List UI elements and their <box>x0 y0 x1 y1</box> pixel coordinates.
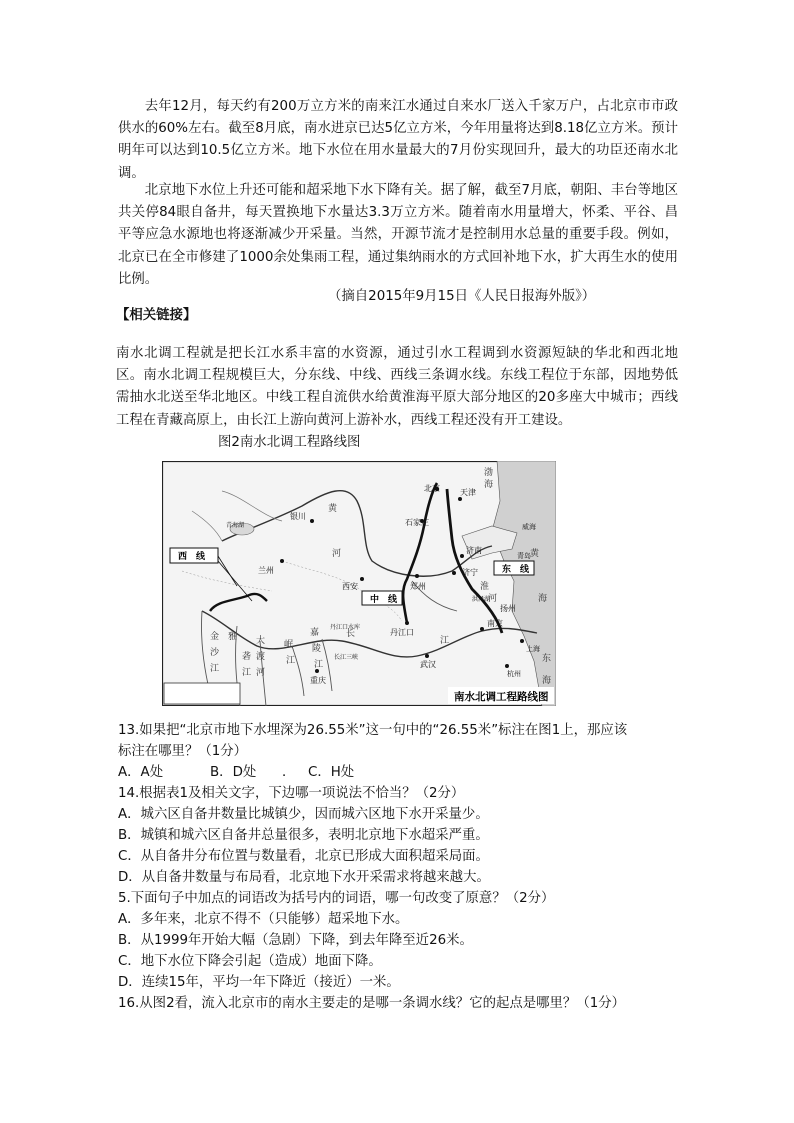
article-source: （摘自2015年9月15日《人民日报海外版》） <box>328 289 596 304</box>
west-line-label: 西 线 <box>178 552 206 562</box>
place-three-gorges: 长江三峡 <box>334 654 359 661</box>
place-hongze-lake: 洪泽湖 <box>472 596 491 603</box>
place-chongqing: 重庆 <box>310 676 326 685</box>
place-lanzhou: 兰州 <box>258 566 274 575</box>
east-line-label: 东 线 <box>502 565 530 575</box>
place-jining: 济宁 <box>462 568 478 577</box>
river-char: 江 <box>440 636 450 646</box>
place-qinghai-lake: 青海湖 <box>226 522 245 529</box>
option-b: B．D处 <box>210 765 257 780</box>
river-char: 金 <box>210 632 220 642</box>
place-hangzhou: 杭州 <box>507 670 521 678</box>
river-char: 江 <box>210 664 220 674</box>
river-char: 河 <box>488 594 498 604</box>
place-qingdao: 青岛 <box>517 552 531 560</box>
option-c: C．H处 <box>308 765 355 780</box>
place-tianjin: 天津 <box>460 488 476 497</box>
place-xian: 西安 <box>342 582 358 591</box>
river-char: 砻 <box>242 652 252 662</box>
river-char: 淮 <box>480 582 490 592</box>
river-char: 河 <box>256 668 266 678</box>
place-beijing: 北京 <box>424 484 440 493</box>
place-weihai: 威海 <box>522 523 536 531</box>
river-char: 长 <box>346 629 356 639</box>
sea-char: 黄 <box>530 549 540 559</box>
sea-char: 海 <box>542 676 552 686</box>
question-15-stem: 5.下面句子中加点的词语改为括号内的词语，哪一句改变了原意？（2分） <box>118 891 555 906</box>
option-a: A．A处 <box>118 765 164 780</box>
question-14-stem: 14.根据表1及相关文字，下边哪一项说法不恰当？（2分） <box>118 786 465 801</box>
place-yangzhou: 扬州 <box>500 604 516 613</box>
river-char: 嘉 <box>310 628 320 638</box>
blank-box <box>164 683 240 704</box>
related-heading: 【相关链接】 <box>116 308 197 323</box>
place-yinchuan: 银川 <box>290 512 306 521</box>
question-14-option-c: C．从自备井分布位置与数量看，北京已形成大面积超采局面。 <box>118 849 489 864</box>
place-shijiazhuang: 石家庄 <box>405 518 429 527</box>
question-14-option-a: A．城六区自备井数量比城镇少，因而城六区地下水开采量少。 <box>118 807 489 822</box>
question-15-option-c: C．地下水位下降会引起（造成）地面下降。 <box>118 954 382 969</box>
question-15-option-a: A．多年来，北京不得不（只能够）超采地下水。 <box>118 912 409 927</box>
route-map-svg <box>162 461 556 706</box>
river-char: 陵 <box>312 644 322 654</box>
question-13-line-1: 13.如果把“北京市地下水埋深为26.55米”这一句中的“26.55米”标注在图1上，那应该 <box>118 723 628 738</box>
question-15-option-b: B．从1999年开始大幅（急剧）下降，到去年降至近26米。 <box>118 933 473 948</box>
place-wuhan: 武汉 <box>420 660 436 669</box>
question-14-option-b: B．城镇和城六区自备井总量很多，表明北京地下水超采严重。 <box>118 828 489 843</box>
sea-char: 东 <box>542 654 552 664</box>
stray-dot: ． <box>282 765 296 780</box>
river-char: 大 <box>256 636 266 646</box>
route-map <box>162 461 556 706</box>
question-14-option-d: D．从自备井数量与布局看，北京地下水开采需求将越来越大。 <box>118 870 490 885</box>
place-jinan: 济南 <box>466 546 482 555</box>
river-char: 江 <box>242 668 252 678</box>
article-paragraph-1: 去年12月，每天约有200万立方米的南来江水通过自来水厂送入千家万户，占北京市市政供水的60%左右。截至8月底，南水进京已达5亿立方米，今年用量将达到8.18亿立方米。预计明年可以达到10.5亿立方米。地下水位在用水量最大的7月份实现回升，最大的功臣还南水北调。 <box>118 99 678 181</box>
river-char: 岷 <box>284 640 294 650</box>
question-16-stem: 16.从图2看，流入北京市的南水主要走的是哪一条调水线？它的起点是哪里？（1分） <box>118 996 626 1011</box>
map-inner-title: 南水北调工程路线图 <box>454 691 549 703</box>
figure-caption: 图2南水北调工程路线图 <box>218 435 361 450</box>
place-shanghai: 上海 <box>526 645 540 653</box>
river-char: 江 <box>286 656 296 666</box>
place-nanjing: 南京 <box>487 619 503 628</box>
river-char: 渡 <box>256 652 266 662</box>
related-text: 南水北调工程就是把长江水系丰富的水资源，通过引水工程调到水资源短缺的华北和西北地区。南水北调工程规模巨大，分东线、中线、西线三条调水线。东线工程位于东部，因地势低需抽水北送至华北地区。中线工程自流供水给黄淮海平原大部分地区的20多座大中城市；西线工程在青藏高原上，由长江上游向黄河上游补水，西线工程还没有开工建设。 <box>116 346 678 428</box>
sea-char: 渤 <box>484 468 494 478</box>
middle-line-label: 中 线 <box>370 595 398 605</box>
river-char: 雅 <box>228 632 238 642</box>
article-paragraph-2: 北京地下水位上升还可能和超采地下水下降有关。据了解，截至7月底，朝阳、丰台等地区共关停84眼自备井，每天置换地下水量达3.3万立方米。随着南水用量增大，怀柔、平谷、昌平等应急水源地也将逐渐减少开采量。当然，开源节流才是控制用水总量的重要手段。例如，北京已在全市修建了1000余处集雨工程，通过集纳雨水的方式回补地下水，扩大再生水的使用比例。 <box>118 183 678 287</box>
river-char: 江 <box>314 660 324 670</box>
place-danjiangkou: 丹江口 <box>390 628 414 637</box>
place-zhengzhou: 郑州 <box>410 582 426 591</box>
river-char: 河 <box>332 549 342 559</box>
sea-char: 海 <box>484 480 494 490</box>
river-char: 黄 <box>328 504 338 514</box>
question-13-options <box>118 763 354 783</box>
question-13-line-2: 标注在哪里？（1分） <box>118 744 248 759</box>
question-15-option-d: D．连续15年，平均一年下降近（接近）一米。 <box>118 975 400 990</box>
river-char: 沙 <box>210 648 220 658</box>
sea-char: 海 <box>538 594 548 604</box>
place-danjiangkou-reservoir: 丹江口水库 <box>330 624 361 631</box>
